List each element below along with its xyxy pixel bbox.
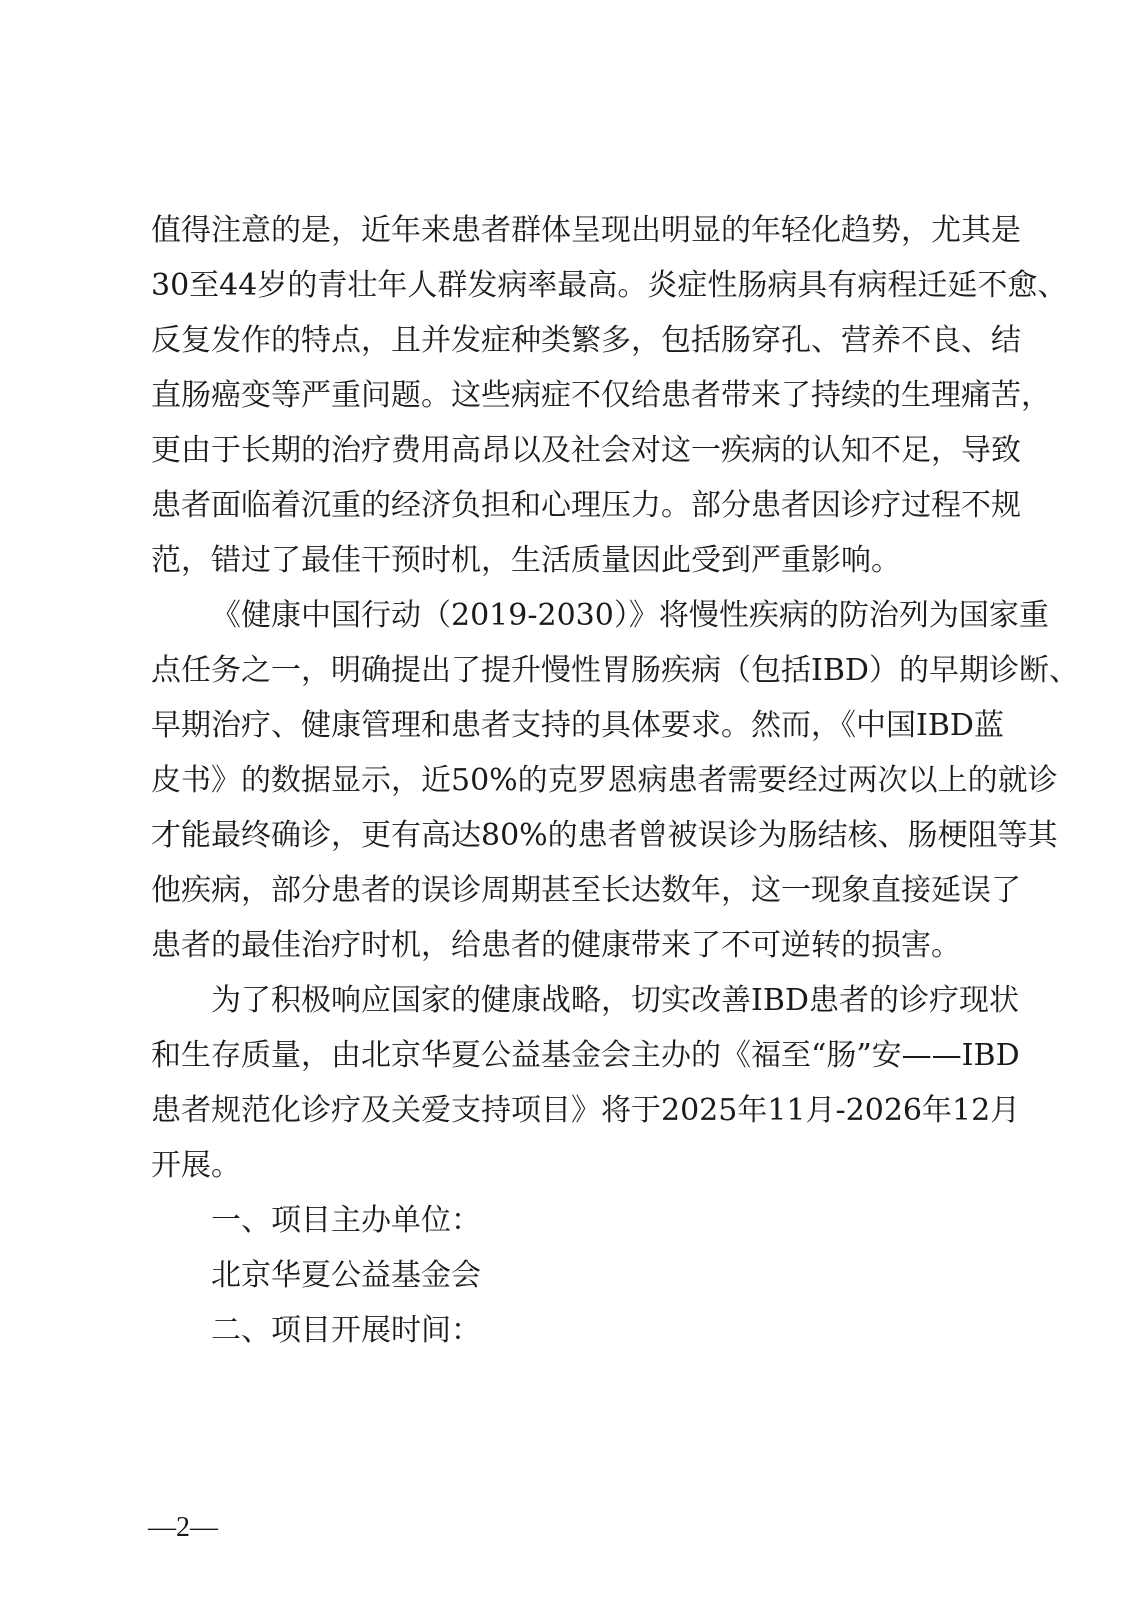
paragraph-3-line-3: 患者规范化诊疗及关爱支持项目》将于2025年11月-2026年12月 [151,1093,1021,1128]
paragraph-2-line-3: 早期治疗、健康管理和患者支持的具体要求。然而，《中国IBD蓝 [151,708,1004,743]
paragraph-2-line-2: 点任务之一，明确提出了提升慢性胃肠疾病（包括IBD）的早期诊断、 [151,653,1079,688]
paragraph-2-line-6: 他疾病，部分患者的误诊周期甚至长达数年，这一现象直接延误了 [151,873,1021,908]
paragraph-1-line-6: 患者面临着沉重的经济负担和心理压力。部分患者因诊疗过程不规 [151,488,1021,523]
section-1-body: 北京华夏公益基金会 [211,1258,481,1293]
paragraph-1-line-3: 反复发作的特点，且并发症种类繁多，包括肠穿孔、营养不良、结 [151,323,1021,358]
paragraph-2-line-4: 皮书》的数据显示，近50%的克罗恩病患者需要经过两次以上的就诊 [151,763,1058,798]
paragraph-1-line-4: 直肠癌变等严重问题。这些病症不仅给患者带来了持续的生理痛苦， [151,378,1051,413]
paragraph-2-line-1: 《健康中国行动（2019-2030）》将慢性疾病的防治列为国家重 [211,598,1049,633]
paragraph-1-line-7: 范，错过了最佳干预时机，生活质量因此受到严重影响。 [151,543,901,578]
paragraph-3-line-1: 为了积极响应国家的健康战略，切实改善IBD患者的诊疗现状 [211,983,1019,1018]
paragraph-1-line-5: 更由于长期的治疗费用高昂以及社会对这一疾病的认知不足，导致 [151,433,1021,468]
section-1-heading: 一、项目主办单位： [211,1203,481,1238]
paragraph-1-line-2: 30至44岁的青壮年人群发病率最高。炎症性肠病具有病程迁延不愈、 [151,268,1068,303]
page-number: —2— [148,1512,218,1543]
paragraph-2-line-7: 患者的最佳治疗时机，给患者的健康带来了不可逆转的损害。 [151,928,961,963]
paragraph-1-line-1: 值得注意的是，近年来患者群体呈现出明显的年轻化趋势，尤其是 [151,213,1021,248]
section-2-heading: 二、项目开展时间： [211,1313,481,1348]
paragraph-3-line-4: 开展。 [151,1148,241,1183]
paragraph-2-line-5: 才能最终确诊，更有高达80%的患者曾被误诊为肠结核、肠梗阻等其 [151,818,1058,853]
paragraph-3-line-2: 和生存质量，由北京华夏公益基金会主办的《福至“肠”安——IBD [151,1038,1020,1073]
